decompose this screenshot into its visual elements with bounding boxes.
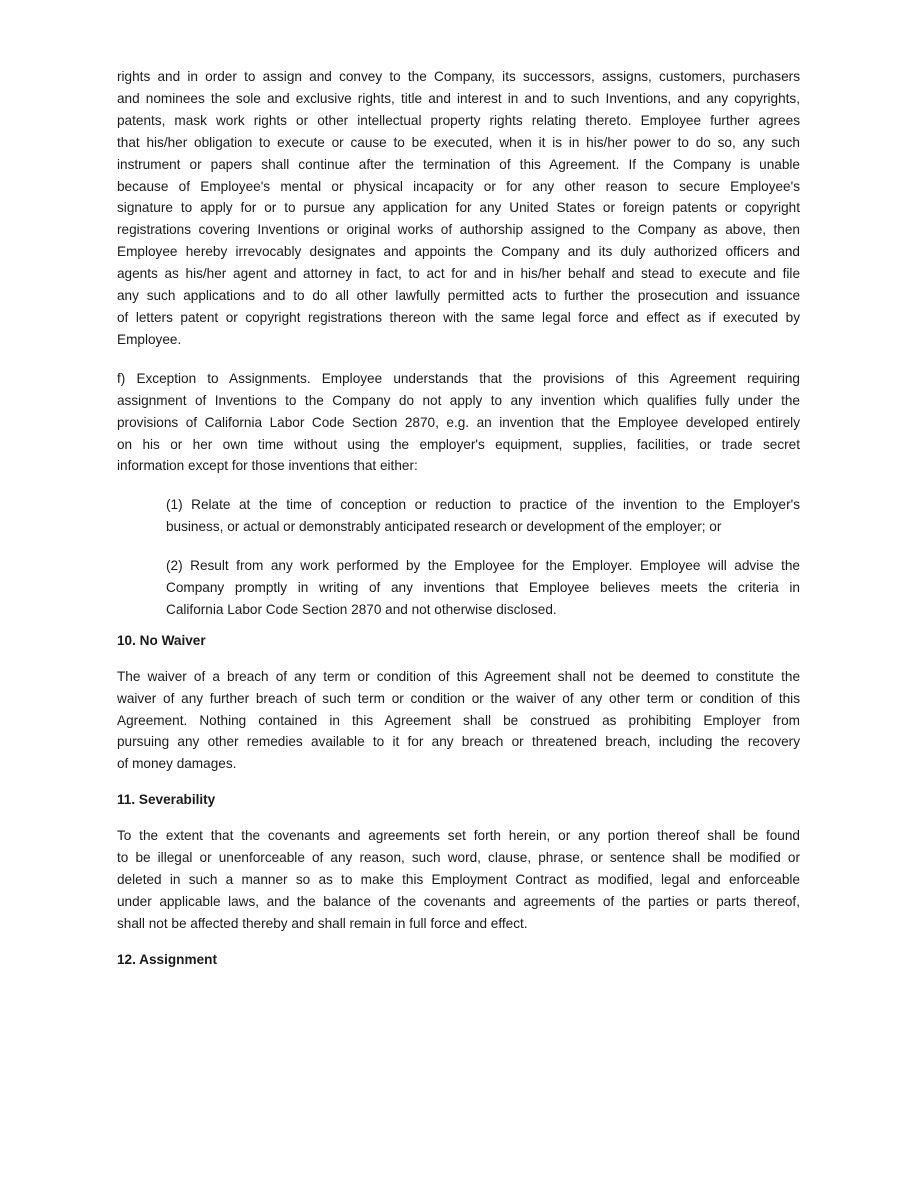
paragraph-exception-item-1 xyxy=(166,494,800,538)
text-line: f) Exception to Assignments. Employee understands that the provisions of this Agreement requiring xyxy=(117,370,800,386)
text-line: The waiver of a breach of any term or condition of this Agreement shall not be deemed to constitute the xyxy=(117,668,800,684)
text-line: because of Employee's mental or physical incapacity or for any other reason to secure Employee's xyxy=(117,178,800,194)
text-line: to be illegal or unenforceable of any reason, such word, clause, phrase, or sentence shall be modified or xyxy=(117,850,800,866)
text-line: any such applications and to do all other lawfully permitted acts to further the prosecution and issuance xyxy=(117,288,800,304)
text-line: that his/her obligation to execute or cause to be executed, when it is in his/her power to do so, any such xyxy=(117,134,800,150)
text-line: provisions of California Labor Code Section 2870, e.g. an invention that the Employee developed entirely xyxy=(117,414,800,430)
text-line: under applicable laws, and the balance of the covenants and agreements of the parties or parts thereof, xyxy=(117,893,800,909)
text-line: instrument or papers shall continue after the termination of this Agreement. If the Company is unable xyxy=(117,156,800,172)
document-page xyxy=(117,66,800,985)
text-line: on his or her own time without using the employer's equipment, supplies, facilities, or trade secret xyxy=(117,436,800,452)
text-line: waiver of any further breach of such term or condition or the waiver of any other term or condition of this xyxy=(117,690,800,706)
paragraph-exception-to-assignments xyxy=(117,368,800,478)
text-line: California Labor Code Section 2870 and not otherwise disclosed. xyxy=(166,601,557,617)
text-line: shall not be affected thereby and shall remain in full force and effect. xyxy=(117,915,528,931)
text-line: of money damages. xyxy=(117,756,237,772)
text-line: Employee. xyxy=(117,331,182,347)
section-heading-assignment: 12. Assignment xyxy=(117,951,217,967)
text-line: registrations covering Inventions or original works of authorship assigned to the Company as above, then xyxy=(117,222,800,238)
text-line: Employee hereby irrevocably designates and appoints the Company and its duly authorized officers and xyxy=(117,244,800,260)
text-line: information except for those inventions that either: xyxy=(117,458,418,474)
text-line: business, or actual or demonstrably anticipated research or development of the employer; or xyxy=(166,519,722,535)
paragraph-assignment-continuation xyxy=(117,66,800,351)
text-line: To the extent that the covenants and agreements set forth herein, or any portion thereof shall be found xyxy=(117,828,800,844)
text-line: deleted in such a manner so as to make this Employment Contract as modified, legal and enforceable xyxy=(117,872,800,887)
text-line: (1) Relate at the time of conception or reduction to practice of the invention to the Employer's xyxy=(166,497,800,513)
text-line: agents as his/her agent and attorney in fact, to act for and in his/her behalf and stead to execute and file xyxy=(117,266,800,282)
text-line: (2) Result from any work performed by the Employee for the Employer. Employee will advise the xyxy=(166,558,800,574)
paragraph-no-waiver xyxy=(117,666,800,776)
text-line: rights and in order to assign and convey to the Company, its successors, assigns, customers, purchasers xyxy=(117,69,800,84)
text-line: of letters patent or copyright registrations thereon with the same legal force and effect as if executed by xyxy=(117,309,800,325)
text-line: patents, mask work rights or other intellectual property rights relating thereto. Employee further agrees xyxy=(117,112,800,128)
text-line: Company promptly in writing of any inventions that Employee believes meets the criteria in xyxy=(166,580,800,596)
text-line: signature to apply for or to pursue any application for any United States or foreign patents or copyright xyxy=(117,200,800,216)
text-line: Agreement. Nothing contained in this Agreement shall be construed as prohibiting Employer from xyxy=(117,712,800,728)
text-line: pursuing any other remedies available to it for any breach or threatened breach, including the recovery xyxy=(117,734,800,750)
text-line: and nominees the sole and exclusive rights, title and interest in and to such Inventions, and any copyrights, xyxy=(117,90,800,106)
section-heading-severability: 11. Severability xyxy=(117,792,216,808)
paragraph-severability xyxy=(117,825,800,935)
section-heading-no-waiver: 10. No Waiver xyxy=(117,632,206,648)
paragraph-exception-item-2 xyxy=(166,555,800,621)
text-line: assignment of Inventions to the Company do not apply to any invention which qualifies fully under the xyxy=(117,392,800,408)
